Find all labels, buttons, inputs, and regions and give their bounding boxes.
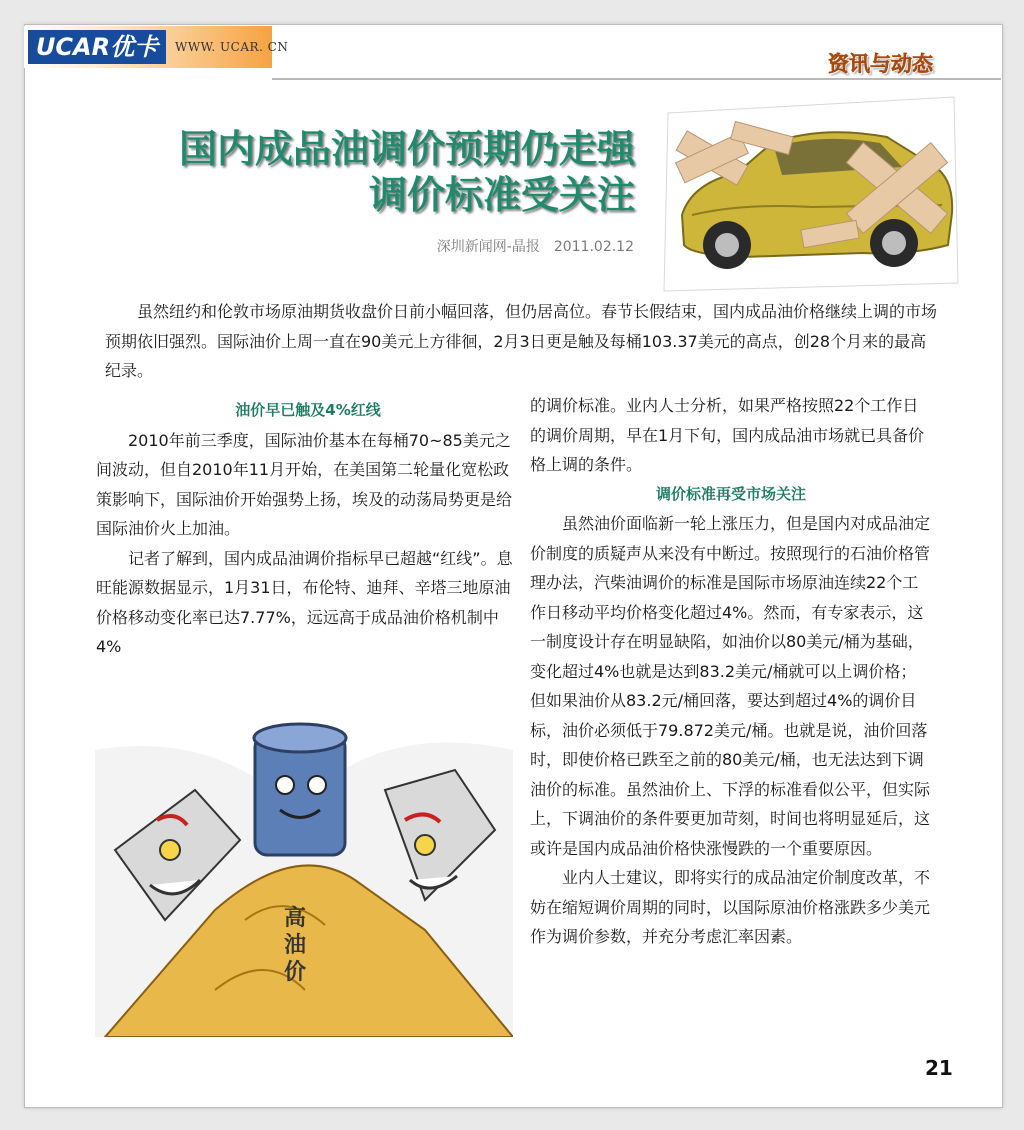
page-number: 21 bbox=[925, 1056, 953, 1080]
ucar-logo: UCAR优卡 bbox=[28, 30, 166, 64]
paragraph-price-range: 2010年前三季度，国际油价基本在每桶70~85美元之间波动，但自2010年11月开始，在美国第二轮量化宽松政策影响下，国际油价开始强势上扬，埃及的动荡局势更是给国际油价火上加油。 bbox=[96, 430, 513, 538]
paragraph-red-line: 记者了解到，国内成品油调价指标早已超越“红线”。息旺能源数据显示，1月31日，布伦特、迪拜、辛塔三地原油价格移动变化率已达7.77%，远远高于成品油价格机制中4% bbox=[96, 548, 513, 656]
site-url: WWW. UCAR. CN bbox=[175, 40, 289, 54]
headline-line-2: 调价标准受关注 bbox=[368, 173, 635, 217]
right-column bbox=[530, 391, 932, 952]
left-column bbox=[96, 396, 520, 662]
bandaged-car-image bbox=[662, 95, 962, 295]
header-rule bbox=[272, 78, 1001, 80]
high-oil-price-cartoon bbox=[95, 690, 513, 1037]
subheading-standard-focus: 调价标准再受市场关注 bbox=[655, 484, 806, 503]
subheading-red-line: 油价早已触及4%红线 bbox=[235, 401, 381, 419]
headline-line-1: 国内成品油调价预期仍走强 bbox=[178, 127, 635, 171]
cartoon-label-jia: 价 bbox=[283, 960, 307, 985]
cartoon-label-you: 油 bbox=[283, 933, 307, 958]
intro-paragraph: 虽然纽约和伦敦市场原油期货收盘价日前小幅回落，但仍居高位。春节长假结束，国内成品油价格继续上调的市场预期依旧强烈。国际油价上周一直在90美元上方徘徊，2月3日更是触及每桶103.37美元的高点，创28个月来的最高纪录。 bbox=[105, 302, 938, 380]
paragraph-pricing-flaw: 虽然油价面临新一轮上涨压力，但是国内对成品油定价制度的质疑声从来没有中断过。按照现行的石油价格管理办法，汽柴油调价的标准是国际市场原油连续22个工作日移动平均价格变化超过4%。然而，有专家表示，这一制度设计存在明显缺陷，如油价以80美元/桶为基础，变化超过4%也就是达到83.2美元/桶就可以上调价格；但如果油价从83.2元/桶回落，要达到超过4%的调价目标，油价必须低于79.872美元/桶。也就是说，油价回落时，即使价格已跌至之前的80美元/桶，也无法达到下调油价的标准。虽然油价上、下浮的标准看似公平，但实际上，下调油价的条件要更加苛刻，时间也将明显延后，这或许是国内成品油价格快涨慢跌的一个重要原因。 bbox=[530, 514, 931, 858]
article-source: 深圳新闻网-晶报 2011.02.12 bbox=[436, 239, 634, 255]
cartoon-label-gao: 高 bbox=[283, 906, 307, 931]
section-title: 资讯与动态 bbox=[828, 52, 933, 76]
paragraph-reform-suggestion: 业内人士建议，即将实行的成品油定价制度改革，不妨在缩短调价周期的同时，以国际原油价格涨跌多少美元作为调价参数，并充分考虑汇率因素。 bbox=[530, 868, 931, 946]
article-headline bbox=[120, 126, 635, 218]
paragraph-standard-cont: 的调价标准。业内人士分析，如果严格按照22个工作日的调价周期，早在1月下旬，国内成品油市场就已具备价格上调的条件。 bbox=[530, 396, 925, 474]
